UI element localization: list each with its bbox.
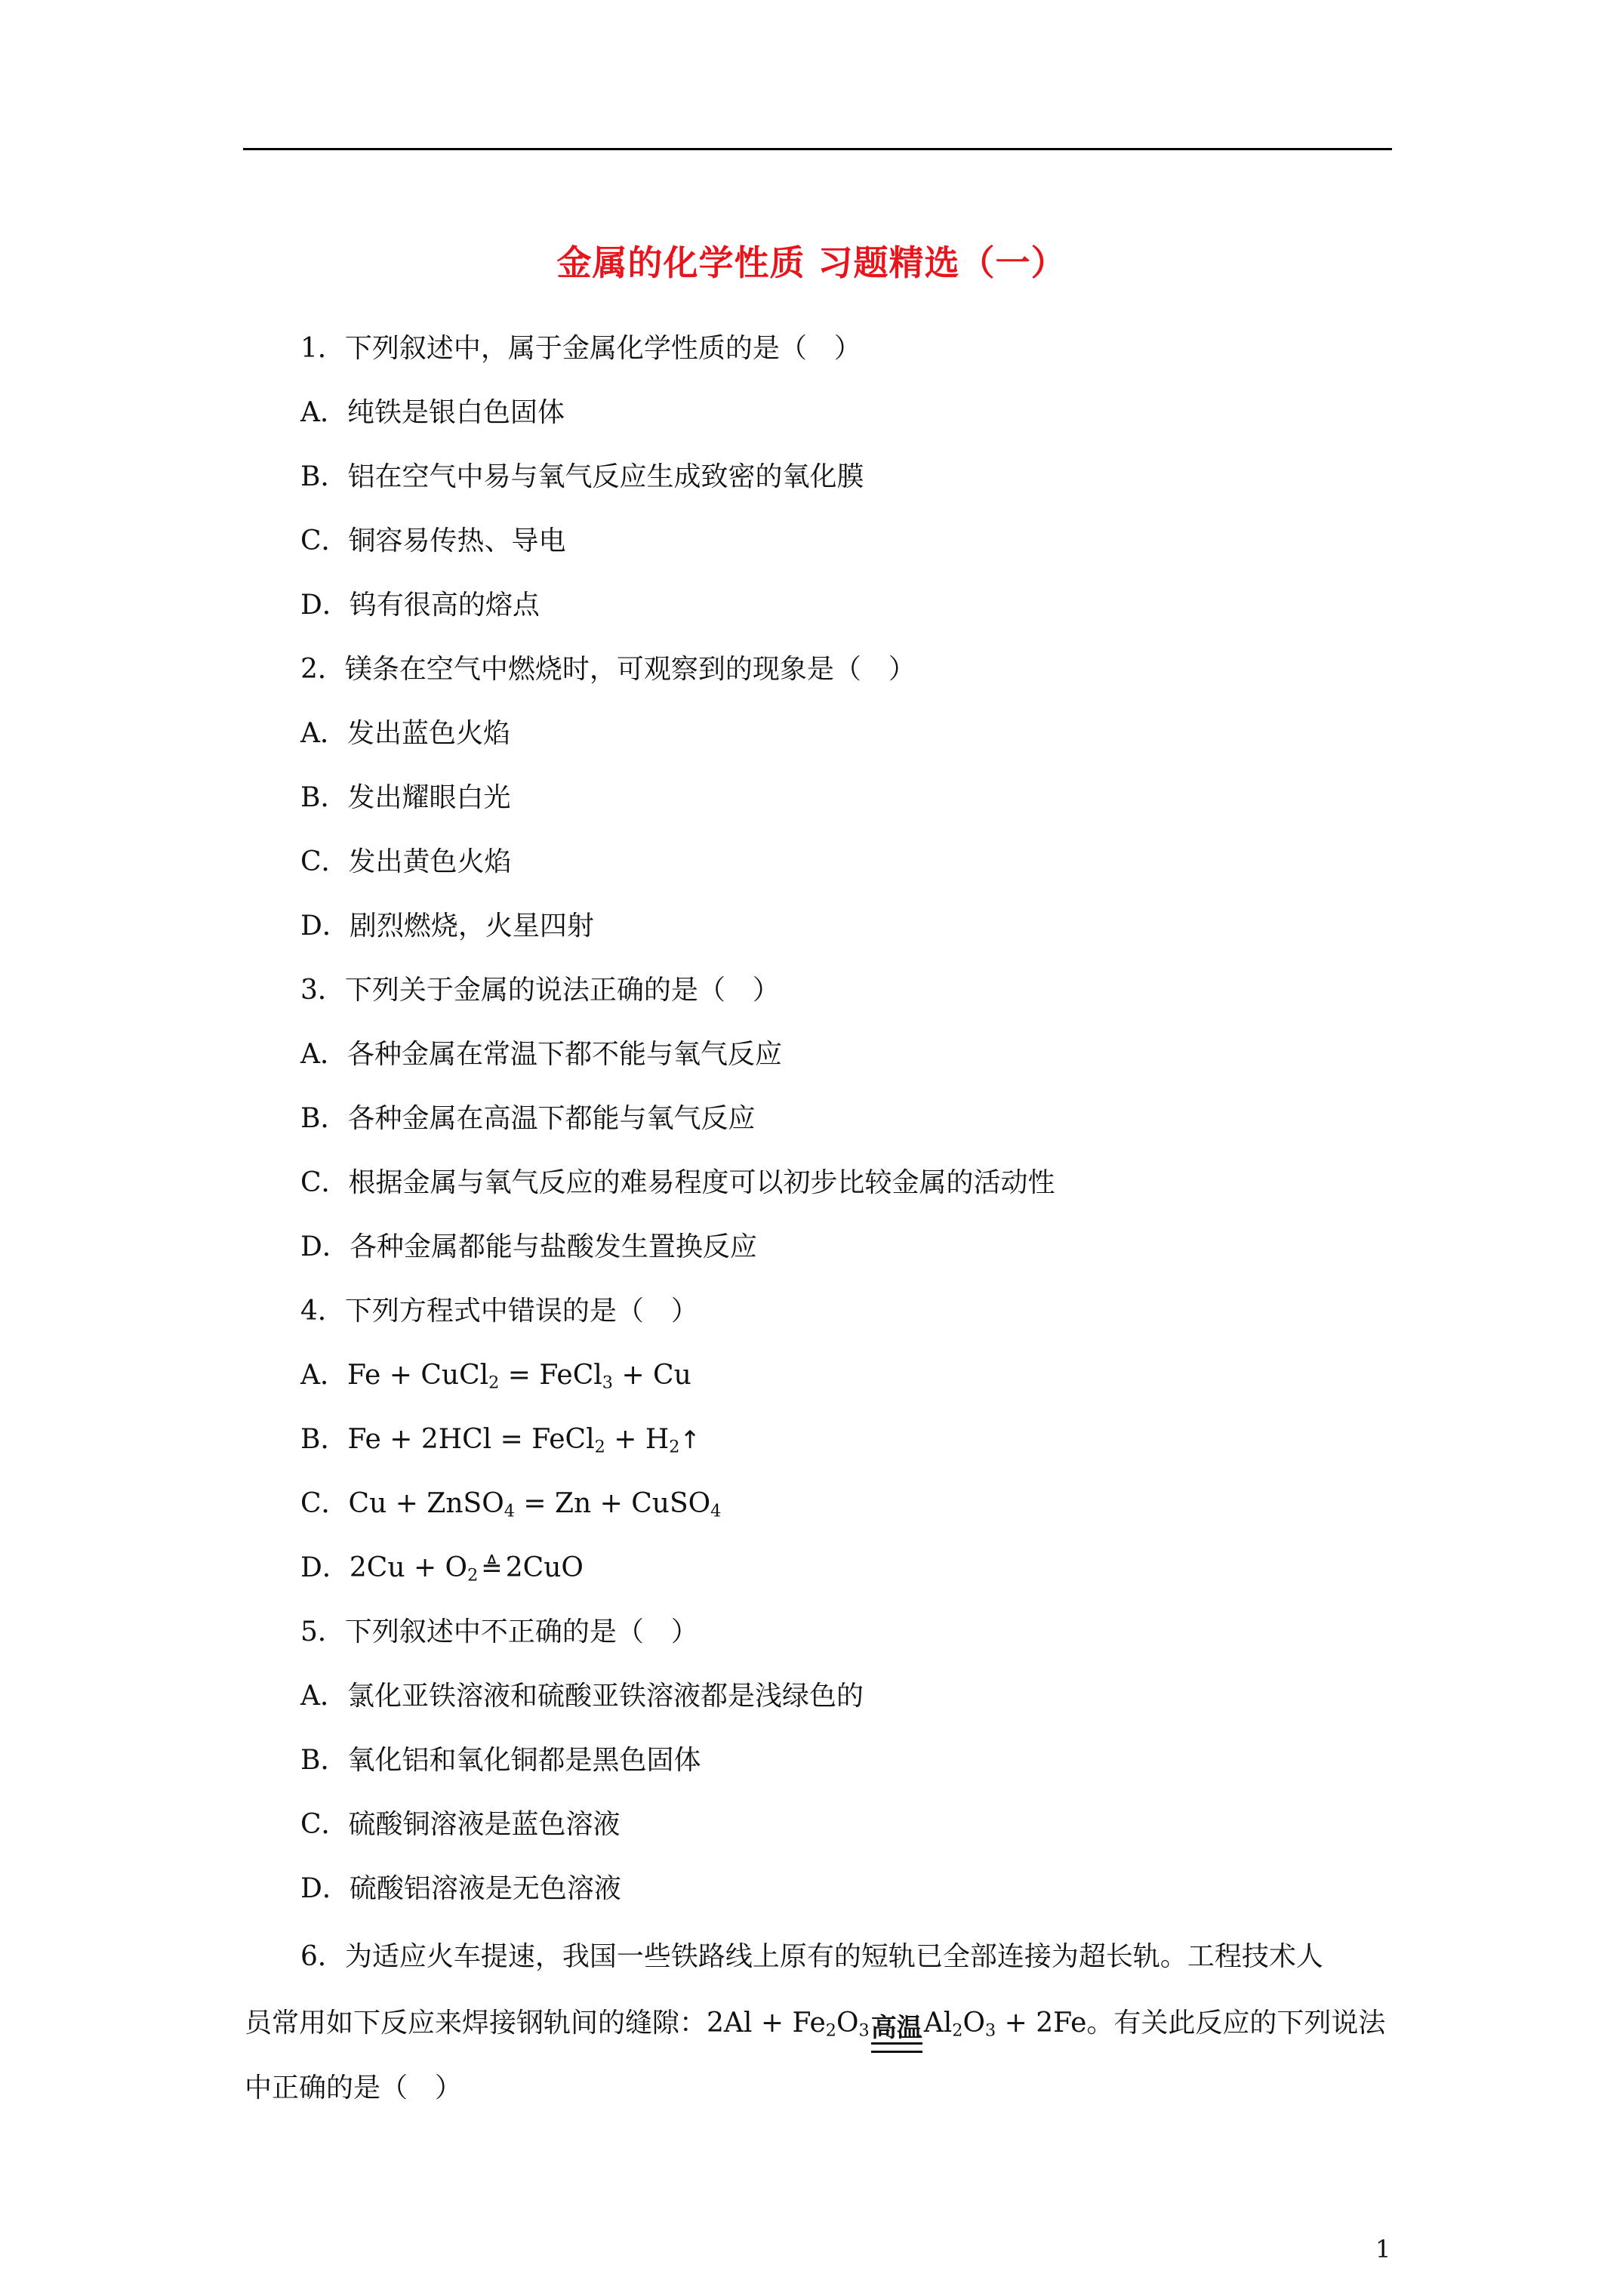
question-2-option-b: B．发出耀眼白光: [300, 782, 511, 813]
high-temperature-condition: 高温: [871, 2015, 922, 2053]
question-5-option-d: D．硫酸铝溶液是无色溶液: [300, 1873, 621, 1904]
question-3-option-b: B．各种金属在高温下都能与氧气反应: [300, 1103, 756, 1134]
question-5-option-c: C．硫酸铜溶液是蓝色溶液: [300, 1809, 621, 1840]
page-title: 金属的化学性质 习题精选（一）: [556, 242, 1067, 283]
header-rule: [243, 148, 1392, 150]
question-1-stem: 1．下列叙述中，属于金属化学性质的是（ ）: [300, 333, 861, 364]
question-6-line-3: 中正确的是（ ）: [245, 2073, 463, 2103]
heating-condition-icon: ≜: [481, 1553, 503, 1583]
question-2-option-d: D．剧烈燃烧，火星四射: [300, 911, 594, 942]
question-4-option-c: C．Cu + ZnSO$_4$ = Zn + CuSO$_4$: [300, 1488, 722, 1521]
question-5-option-b: B．氧化铝和氧化铜都是黑色固体: [300, 1745, 701, 1776]
question-3-option-c: C．根据金属与氧气反应的难易程度可以初步比较金属的活动性: [300, 1167, 1055, 1198]
question-1-option-b: B．铝在空气中易与氧气反应生成致密的氧化膜: [300, 461, 864, 492]
question-6-line-2: 员常用如下反应来焊接钢轨间的缝隙：$2Al + Fe_2O_3$ 高温 $Al_2O_3 + 2Fe$。有关此反应的下列说法: [245, 2005, 1385, 2053]
question-4-option-d: D．$2Cu + O_2$ ≜ 2CuO: [300, 1550, 584, 1586]
page-number: 1: [1375, 2235, 1391, 2264]
question-5-stem: 5．下列叙述中不正确的是（ ）: [300, 1616, 698, 1647]
question-1-option-d: D．钨有很高的熔点: [300, 590, 540, 621]
question-2-stem: 2．镁条在空气中燃烧时，可观察到的现象是（ ）: [300, 654, 916, 685]
question-4-option-a: A．Fe + CuCl$_2$ = FeCl$_3$ + Cu: [300, 1360, 691, 1393]
question-3-option-d: D．各种金属都能与盐酸发生置换反应: [300, 1231, 757, 1262]
question-3-stem: 3．下列关于金属的说法正确的是（ ）: [300, 975, 780, 1006]
question-5-option-a: A．氯化亚铁溶液和硫酸亚铁溶液都是浅绿色的: [300, 1681, 864, 1712]
question-3-option-a: A．各种金属在常温下都不能与氧气反应: [300, 1039, 782, 1070]
question-2-option-c: C．发出黄色火焰: [300, 846, 512, 877]
question-1-option-c: C．铜容易传热、导电: [300, 525, 566, 556]
question-6-line-1: 6．为适应火车提速，我国一些铁路线上原有的短轨已全部连接为超长轨。工程技术人: [300, 1941, 1323, 1972]
question-4-stem: 4．下列方程式中错误的是（ ）: [300, 1296, 698, 1327]
question-1-option-a: A．纯铁是银白色固体: [300, 397, 565, 428]
question-2-option-a: A．发出蓝色火焰: [300, 718, 510, 749]
gas-arrow-icon: ↑: [679, 1425, 701, 1454]
question-4-option-b: B．Fe + 2HCl = FeCl$_2$ + $H_2↑$: [300, 1424, 701, 1457]
